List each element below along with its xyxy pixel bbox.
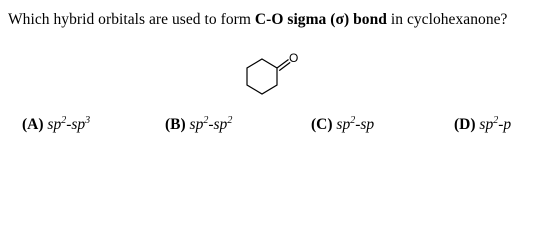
option-letter: (D) xyxy=(454,116,476,133)
sigma-symbol: σ xyxy=(335,11,344,28)
option-answer: $sp^2-sp$ xyxy=(336,115,375,133)
oxygen-label: O xyxy=(289,53,299,65)
option-letter: (C) xyxy=(311,116,333,133)
option-answer: $sp^2-p$ xyxy=(479,115,512,133)
option-a[interactable] xyxy=(22,116,90,134)
option-c[interactable] xyxy=(311,116,374,134)
option-d[interactable] xyxy=(454,116,511,134)
carbonyl-bond-line-1 xyxy=(277,60,289,69)
option-answer: $sp^2-sp^3$ xyxy=(47,115,91,133)
cyclohexane-ring xyxy=(247,59,277,94)
option-letter: (B) xyxy=(165,116,186,133)
option-letter: (A) xyxy=(22,116,44,133)
question-part2: in cyclohexanone? xyxy=(386,11,508,28)
question-text xyxy=(8,11,507,29)
question-part1: Which hybrid orbitals are used to form xyxy=(8,11,255,28)
option-b[interactable] xyxy=(165,116,232,134)
question-bond-term: C-O sigma (σ) bond xyxy=(254,11,387,28)
option-answer: $sp^2-sp^2$ xyxy=(189,115,233,133)
cyclohexanone-structure xyxy=(244,53,306,99)
